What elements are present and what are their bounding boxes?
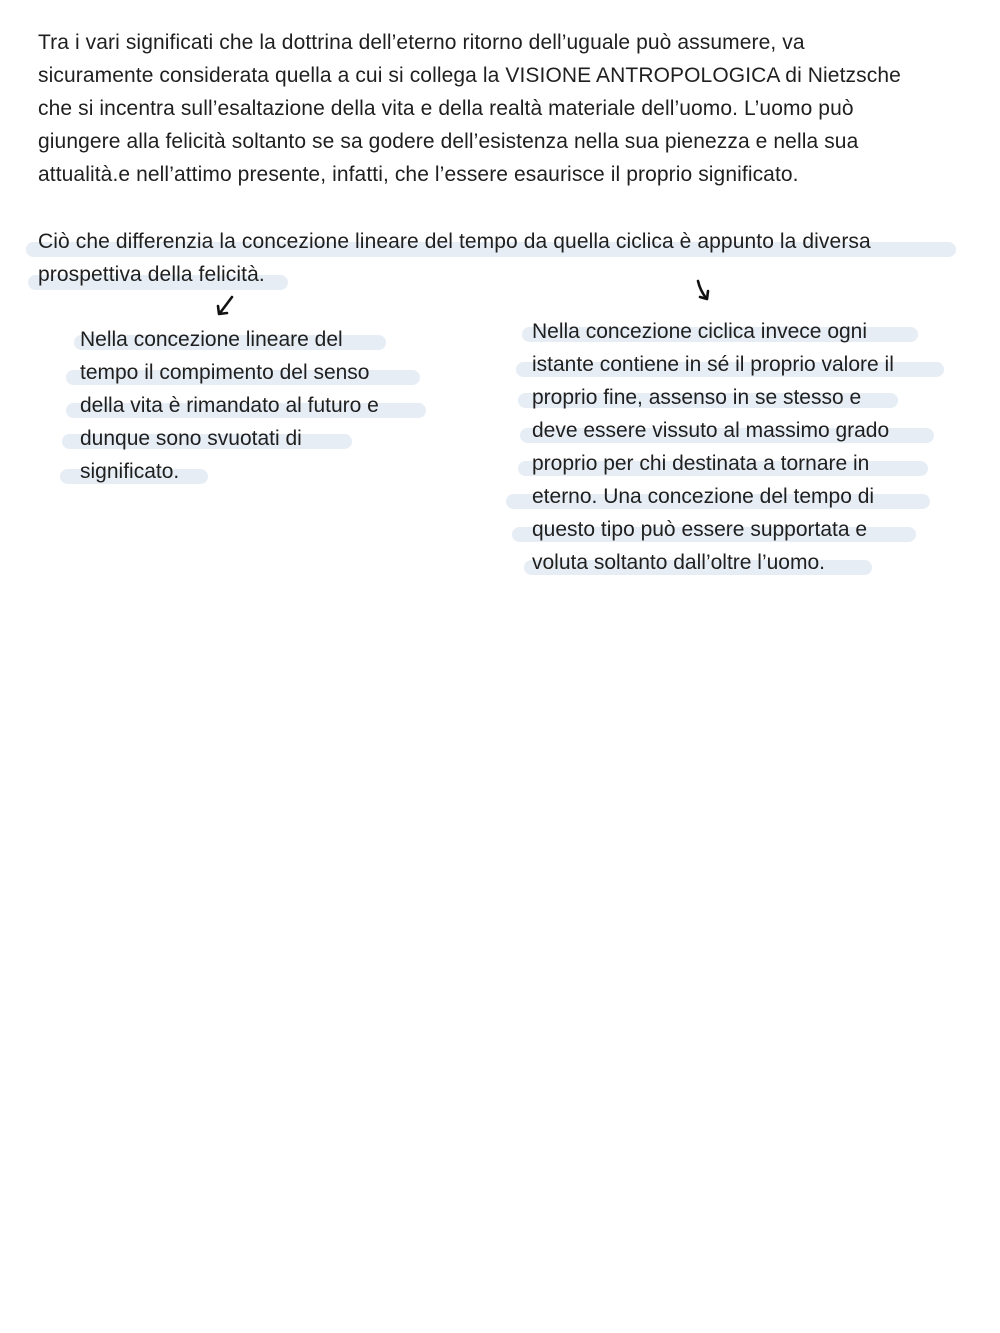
difference-paragraph — [38, 225, 871, 291]
linear-line: della vita è rimandato al futuro e — [80, 389, 379, 422]
intro-line: che si incentra sull’esaltazione della vita e della realtà materiale dell’uomo. L’uomo può — [38, 97, 854, 120]
cyclic-line: Nella concezione ciclica invece ogni — [532, 315, 894, 348]
linear-line: significato. — [80, 455, 379, 488]
cyclic-line: proprio fine, assenso in se stesso e — [532, 381, 894, 414]
linear-line: Nella concezione lineare del — [80, 323, 379, 356]
difference-line: Ciò che differenzia la concezione lineare del tempo da quella ciclica è appunto la diversa — [38, 225, 871, 258]
cyclic-line: questo tipo può essere supportata e — [532, 513, 894, 546]
linear-concept-block — [80, 323, 379, 488]
intro-line: sicuramente considerata quella a cui si collega la VISIONE ANTROPOLOGICA di Nietzsche — [38, 64, 901, 87]
cyclic-line: proprio per chi destinata a tornare in — [532, 447, 894, 480]
cyclic-line: eterno. Una concezione del tempo di — [532, 480, 894, 513]
arrow-down-right-icon — [690, 278, 716, 304]
cyclic-line: voluta soltanto dall’oltre l’uomo. — [532, 546, 894, 579]
intro-line: attualità.e nell’attimo presente, infatti, che l’essere esaurisce il proprio significato. — [38, 163, 799, 186]
intro-paragraph — [38, 26, 901, 191]
arrow-down-left-icon — [213, 294, 239, 320]
cyclic-concept-block — [532, 315, 894, 579]
cyclic-line: istante contiene in sé il proprio valore il — [532, 348, 894, 381]
linear-line: tempo il compimento del senso — [80, 356, 379, 389]
difference-line: prospettiva della felicità. — [38, 258, 871, 291]
intro-line: giungere alla felicità soltanto se sa godere dell’esistenza nella sua pienezza e nella sua — [38, 130, 859, 153]
cyclic-line: deve essere vissuto al massimo grado — [532, 414, 894, 447]
linear-line: dunque sono svuotati di — [80, 422, 379, 455]
intro-line: Tra i vari significati che la dottrina dell’eterno ritorno dell’uguale può assumere, va — [38, 31, 805, 54]
